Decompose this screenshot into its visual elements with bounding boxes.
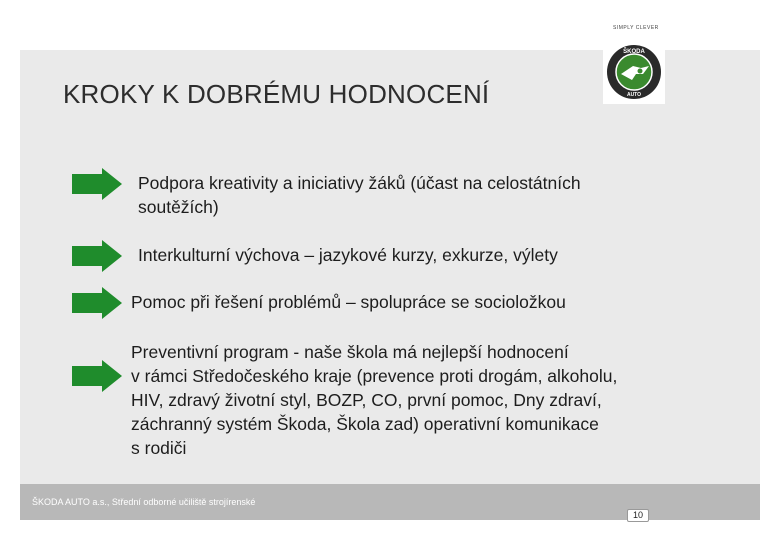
bullet-item-1-line: soutěžích) — [138, 197, 219, 217]
skoda-logo — [603, 40, 665, 104]
bullet-item-3 — [131, 290, 566, 314]
bullet-item-3-line: Pomoc při řešení problémů – spolupráce se socioložkou — [131, 292, 566, 312]
brand-tagline: SIMPLY CLEVER — [613, 25, 659, 31]
arrow-right-icon — [72, 240, 122, 272]
logo-top-text: ŠKODA — [623, 49, 645, 55]
bullet-item-4-line: v rámci Středočeského kraje (prevence proti drogám, alkoholu, — [131, 366, 618, 386]
bullet-item-2 — [138, 243, 558, 267]
bullet-item-1-line: Podpora kreativity a iniciativy žáků (účast na celostátních — [138, 173, 581, 193]
arrow-right-icon — [72, 287, 122, 319]
logo-bottom-text: AUTO — [626, 92, 642, 98]
page-number: 10 — [627, 509, 649, 522]
bullet-item-1 — [138, 171, 581, 219]
arrow-right-icon — [72, 168, 122, 200]
footer-company: ŠKODA AUTO a.s., Střední odborné učiliště strojírenské — [32, 497, 256, 507]
slide-title: KROKY K DOBRÉMU HODNOCENÍ — [63, 79, 490, 109]
bullet-item-4 — [131, 340, 617, 460]
bullet-item-4-line: s rodiči — [131, 438, 187, 458]
bullet-item-4-line: HIV, zdravý životní styl, BOZP, CO, první pomoc, Dny zdraví, — [131, 390, 602, 410]
bullet-item-4-line: záchranný systém Škoda, Škola zad) operativní komunikace — [131, 414, 599, 434]
arrow-right-icon — [72, 360, 122, 392]
bullet-item-2-line: Interkulturní výchova – jazykové kurzy, exkurze, výlety — [138, 245, 558, 265]
bullet-item-4-line: Preventivní program - naše škola má nejlepší hodnocení — [131, 342, 569, 362]
